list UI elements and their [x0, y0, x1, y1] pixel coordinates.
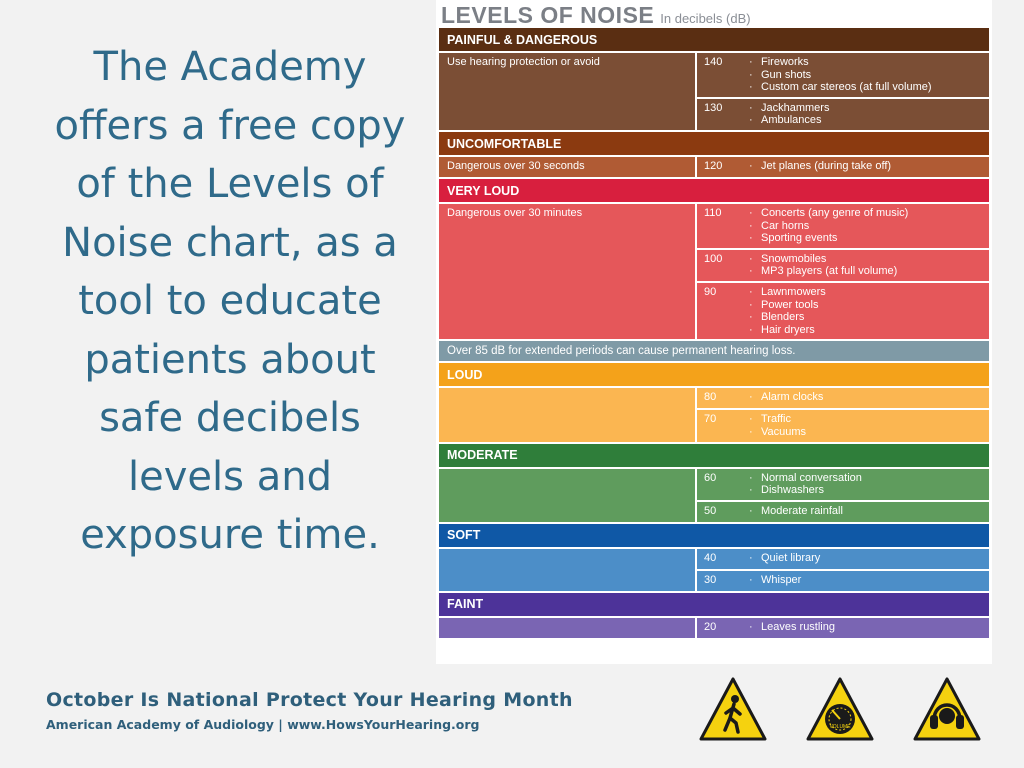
section-header: UNCOMFORTABLE	[439, 132, 989, 155]
example-item: · Concerts (any genre of music)	[749, 207, 908, 220]
section-description	[439, 388, 695, 441]
example-list	[749, 207, 908, 245]
decibel-value: 70	[704, 413, 717, 426]
section-header: FAINT	[439, 593, 989, 616]
example-list	[749, 253, 897, 278]
example-item: · Jet planes (during take off)	[749, 160, 891, 173]
example-list	[749, 574, 801, 587]
section-header: PAINFUL & DANGEROUS	[439, 28, 989, 51]
volume-dial-icon	[806, 676, 874, 742]
decibel-row	[697, 410, 989, 441]
decibel-value: 30	[704, 573, 717, 586]
decibel-row	[697, 99, 989, 130]
footer-subtitle: American Academy of Audiology | www.HowsYourHearing.org	[46, 717, 480, 732]
example-item: · MP3 players (at full volume)	[749, 265, 897, 278]
volume-label: VOLUME	[829, 724, 851, 730]
example-item: · Whisper	[749, 574, 801, 587]
example-item: · Fireworks	[749, 56, 932, 69]
section-header: VERY LOUD	[439, 179, 989, 202]
chart-subtitle: In decibels (dB)	[660, 11, 751, 26]
section-description: Dangerous over 30 seconds	[439, 157, 695, 177]
example-list	[749, 391, 823, 404]
section-header: LOUD	[439, 363, 989, 386]
example-item: · Sporting events	[749, 232, 908, 245]
example-list	[749, 552, 820, 565]
example-list	[749, 621, 835, 634]
decibel-value: 50	[704, 504, 717, 517]
decibel-row	[697, 204, 989, 248]
chart-title: LEVELS OF NOISE	[441, 2, 655, 28]
example-item: · Hair dryers	[749, 324, 826, 337]
decibel-row	[697, 283, 989, 339]
section-description: Dangerous over 30 minutes	[439, 204, 695, 339]
decibel-value: 90	[704, 286, 717, 298]
example-item: · Car horns	[749, 220, 908, 233]
example-item: · Dishwashers	[749, 484, 862, 497]
section-header: MODERATE	[439, 444, 989, 467]
example-list	[749, 160, 891, 173]
example-list	[749, 286, 826, 336]
levels-of-noise-chart	[436, 0, 992, 664]
decibel-row	[697, 53, 989, 97]
example-item: · Lawnmowers	[749, 286, 826, 299]
decibel-value: 110	[704, 207, 722, 219]
example-item: · Alarm clocks	[749, 391, 823, 404]
decibel-row	[697, 157, 989, 177]
example-item: · Gun shots	[749, 69, 932, 82]
example-item: · Custom car stereos (at full volume)	[749, 81, 932, 94]
decibel-value: 130	[704, 101, 723, 114]
decibel-value: 80	[704, 391, 717, 404]
section-header: SOFT	[439, 524, 989, 547]
section-description	[439, 549, 695, 591]
example-item: · Leaves rustling	[749, 621, 835, 634]
example-item: · Snowmobiles	[749, 253, 897, 266]
example-item: · Vacuums	[749, 426, 806, 439]
example-item: · Moderate rainfall	[749, 505, 843, 518]
example-list	[749, 505, 843, 518]
example-list	[749, 472, 862, 497]
decibel-value: 60	[704, 471, 717, 484]
decibel-row	[697, 618, 989, 638]
example-item: · Jackhammers	[749, 102, 829, 115]
footer-title: October Is National Protect Your Hearing Month	[46, 689, 573, 711]
decibel-row	[697, 388, 989, 408]
decibel-row	[697, 502, 989, 522]
decibel-value: 100	[704, 252, 723, 265]
example-item: · Ambulances	[749, 114, 829, 127]
example-list	[749, 413, 806, 438]
decibel-row	[697, 250, 989, 281]
warning-note: Over 85 dB for extended periods can cause permanent hearing loss.	[439, 341, 989, 361]
decibel-row	[697, 469, 989, 500]
decibel-row	[697, 571, 989, 591]
example-item: · Traffic	[749, 413, 806, 426]
example-item: · Normal conversation	[749, 472, 862, 485]
person-walking-icon	[699, 676, 767, 742]
example-list	[749, 102, 829, 127]
ear-protection-icon	[913, 676, 981, 742]
decibel-value: 140	[704, 56, 723, 68]
intro-text: The Academy offers a free copy of the Levels of Noise chart, as a tool to educate patients about safe decibels levels and exposure time.	[54, 44, 406, 558]
section-description	[439, 618, 695, 638]
decibel-value: 120	[704, 160, 723, 172]
example-item: · Blenders	[749, 311, 826, 324]
chart-title-row	[441, 2, 751, 29]
section-description: Use hearing protection or avoid	[439, 53, 695, 130]
example-item: · Quiet library	[749, 552, 820, 565]
decibel-value: 40	[704, 551, 717, 564]
decibel-value: 20	[704, 620, 717, 633]
example-list	[749, 56, 932, 94]
section-description	[439, 469, 695, 522]
decibel-row	[697, 549, 989, 569]
example-item: · Power tools	[749, 299, 826, 312]
